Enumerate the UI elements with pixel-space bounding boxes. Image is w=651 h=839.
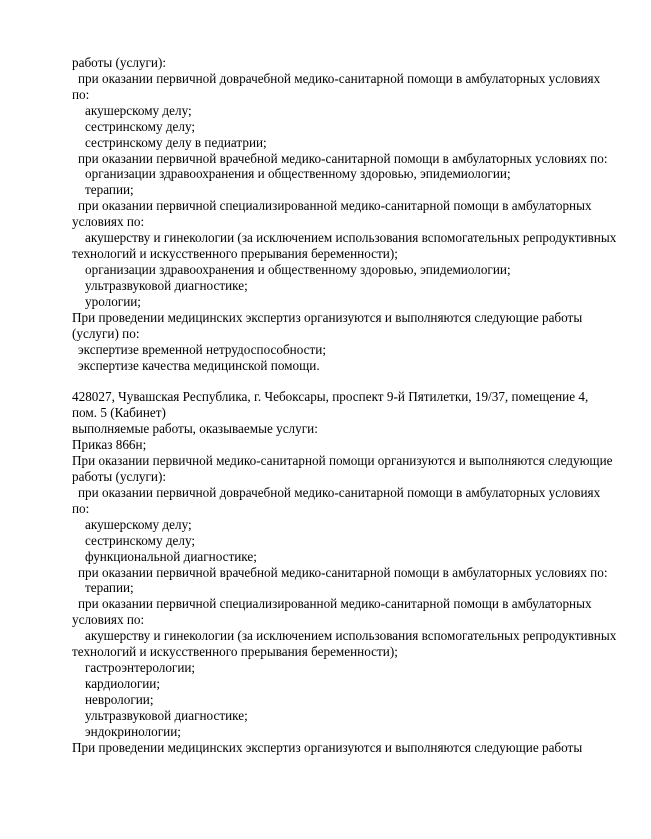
text-line: гастроэнтерологии;	[85, 660, 196, 676]
text-line: терапии;	[85, 580, 134, 596]
text-line: по:	[72, 500, 90, 516]
text-line: При проведении медицинских экспертиз организуются и выполняются следующие работы	[72, 309, 583, 325]
text-line: терапии;	[85, 182, 134, 198]
text-line: при оказании первичной специализированной медико-санитарной помощи в амбулаторных	[78, 596, 592, 612]
text-line: выполняемые работы, оказываемые услуги:	[72, 421, 318, 437]
blank-line	[72, 373, 632, 389]
text-line: акушерству и гинекологии (за исключением использования вспомогательных репродуктивных	[85, 628, 617, 644]
text-line: экспертизе временной нетрудоспособности;	[78, 341, 326, 357]
text-line: При проведении медицинских экспертиз организуются и выполняются следующие работы	[72, 739, 583, 755]
text-line: сестринскому делу в педиатрии;	[85, 134, 267, 150]
text-line: акушерскому делу;	[85, 516, 192, 532]
text-line: пом. 5 (Кабинет)	[72, 405, 166, 421]
document-page	[72, 55, 632, 756]
text-line: кардиологии;	[85, 675, 161, 691]
text-line: неврологии;	[85, 691, 154, 707]
text-line: сестринскому делу;	[85, 118, 196, 134]
text-line: акушерскому делу;	[85, 102, 192, 118]
text-line: ультразвуковой диагностике;	[85, 707, 248, 723]
text-line: работы (услуги):	[72, 468, 167, 484]
text-line: урологии;	[85, 293, 141, 309]
text-line: функциональной диагностике;	[85, 548, 257, 564]
text-line: по:	[72, 86, 90, 102]
text-line: 428027, Чувашская Республика, г. Чебоксары, проспект 9-й Пятилетки, 19/37, помещение 4,	[72, 389, 589, 405]
text-line: технологий и искусственного прерывания беременности);	[72, 644, 398, 660]
text-line: технологий и искусственного прерывания беременности);	[72, 246, 398, 262]
text-line: При оказании первичной медико-санитарной помощи организуются и выполняются следующие	[72, 453, 613, 469]
text-line: при оказании первичной специализированной медико-санитарной помощи в амбулаторных	[78, 198, 592, 214]
text-line: Приказ 866н;	[72, 437, 147, 453]
text-line: сестринскому делу;	[85, 532, 196, 548]
text-line: при оказании первичной доврачебной медико-санитарной помощи в амбулаторных условиях	[78, 484, 601, 500]
text-line: при оказании первичной доврачебной медико-санитарной помощи в амбулаторных условиях	[78, 70, 601, 86]
text-line: ультразвуковой диагностике;	[85, 277, 248, 293]
text-line: организации здравоохранения и общественному здоровью, эпидемиологии;	[85, 166, 511, 182]
text-line: акушерству и гинекологии (за исключением использования вспомогательных репродуктивных	[85, 230, 617, 246]
text-line: при оказании первичной врачебной медико-санитарной помощи в амбулаторных условиях по:	[78, 150, 608, 166]
text-line: условиях по:	[72, 214, 145, 230]
text-line: условиях по:	[72, 612, 145, 628]
text-line: эндокринологии;	[85, 723, 181, 739]
text-line: организации здравоохранения и общественному здоровью, эпидемиологии;	[85, 261, 511, 277]
text-line: (услуги) по:	[72, 325, 140, 341]
text-line: при оказании первичной врачебной медико-санитарной помощи в амбулаторных условиях по:	[78, 564, 608, 580]
text-line: работы (услуги):	[72, 55, 167, 70]
text-line: экспертизе качества медицинской помощи.	[78, 357, 320, 373]
